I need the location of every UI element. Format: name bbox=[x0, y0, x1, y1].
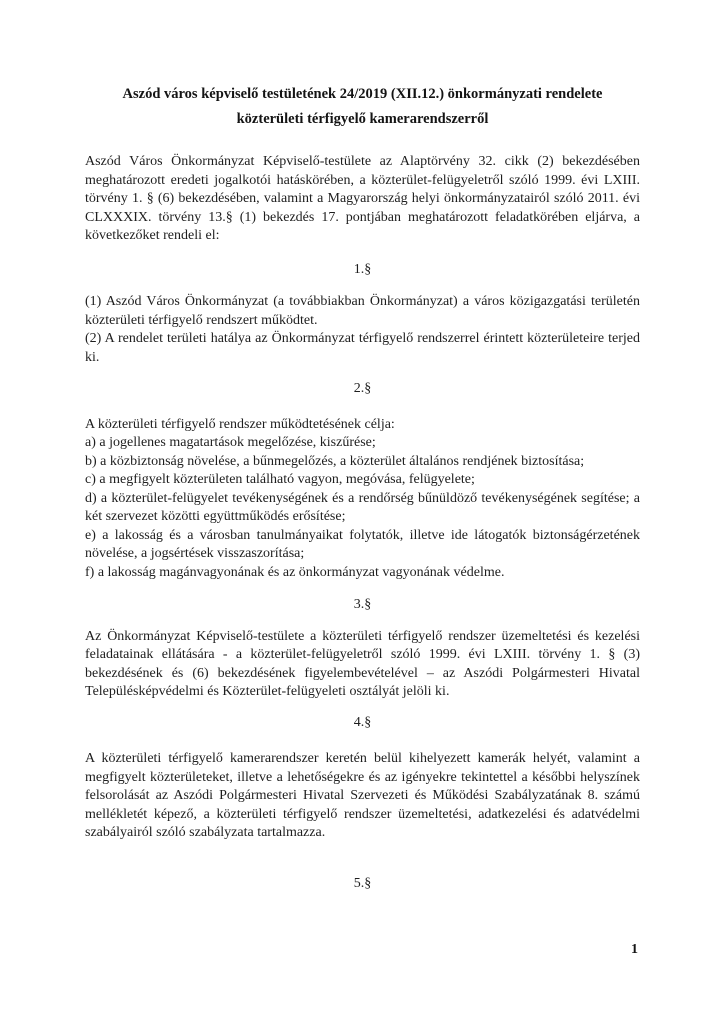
section-4-heading: 4.§ bbox=[353, 714, 372, 730]
section-2-item-b: b) a közbiztonság növelése, a bűnmegelőzés, a közterület általános rendjének biztosítása; bbox=[85, 453, 585, 469]
section-3-heading: 3.§ bbox=[353, 597, 372, 612]
section-2-heading: 2.§ bbox=[353, 381, 372, 396]
page-number: 1 bbox=[631, 942, 638, 957]
document-title-line2: közterületi térfigyelő kamerarendszerről bbox=[236, 111, 489, 127]
preamble-paragraph: Aszód Város Önkormányzat Képviselő-testülete az Alaptörvény 32. cikk (2) bekezdésében meghatározott eredeti jogalkotói hatáskörében, a közterület-felügyeletről szóló 1999. évi LXIII. törvény 1. § (6) bekezdésében, valamint a Magyarország helyi önkormányzatairól szóló 2011. évi CLXXXIX. törvény 13.§ (1) bekezdés 17. pontjában meghatározott feladatkörében eljárva, a következőket rendeli el: bbox=[85, 154, 640, 243]
section-2-item-c: c) a megfigyelt közterületen található vagyon, megóvása, felügyelete; bbox=[85, 472, 475, 487]
section-2-item-d: d) a közterület-felügyelet tevékenységének és a rendőrség bűnüldöző tevékenységének segítése; a két szervezet közötti együttműködés erősítése; bbox=[85, 490, 640, 524]
section-2-intro: A közterületi térfigyelő rendszer működtetésének célja: bbox=[85, 416, 395, 432]
section-2-item-e: e) a lakosság és a városban tanulmányaikat folytatók, illetve ide látogatók biztonságérzetének növelése, a jogsértések visszaszorítása; bbox=[85, 527, 640, 561]
section-3-paragraph: Az Önkormányzat Képviselő-testülete a közterületi térfigyelő rendszer üzemeltetési és kezelési feladatainak ellátására - a közterület-felügyeletről szóló 1999. évi LXIII. törvény 1. § (3) bekezdésének és (6) bekezdésének figyelembevételével – az Aszódi Polgármesteri Hivatal Településképvédelmi és Közterület-felügyeleti osztályát jelöli ki. bbox=[85, 628, 640, 699]
section-2-item-a: a) a jogellenes magatartások megelőzése, kiszűrése; bbox=[85, 435, 376, 450]
section-4-paragraph: A közterületi térfigyelő kamerarendszer keretén belül kihelyezett kamerák helyét, valamint a megfigyelt közterületeket, illetve a lehetőségekre és az igényekre tekintettel a későbbi helyszínek felsorolását az Aszódi Polgármesteri Hivatal Szervezeti és Működési Szabályzatának 8. számú mellékletét képező, a közterületi térfigyelő rendszer üzemeltetési, adatkezelési és adatvédelmi szabályairól szóló szabályzata tartalmazza. bbox=[85, 751, 640, 840]
section-1-paragraph-2: (2) A rendelet területi hatálya az Önkormányzat térfigyelő rendszerrel érintett közterületeire terjed ki. bbox=[85, 331, 640, 365]
document-title bbox=[85, 82, 640, 132]
document-title-line1: Aszód város képviselő testületének 24/2019 (XII.12.) önkormányzati rendelete bbox=[122, 86, 603, 102]
section-1-paragraph-1: (1) Aszód Város Önkormányzat (a továbbiakban Önkormányzat) a város közigazgatási területén közterületi térfigyelő rendszert működtet. bbox=[85, 294, 640, 328]
section-2-item-f: f) a lakosság magánvagyonának és az önkormányzat vagyonának védelme. bbox=[85, 564, 505, 580]
section-5-heading: 5.§ bbox=[353, 875, 372, 891]
section-1-heading: 1.§ bbox=[353, 261, 372, 277]
